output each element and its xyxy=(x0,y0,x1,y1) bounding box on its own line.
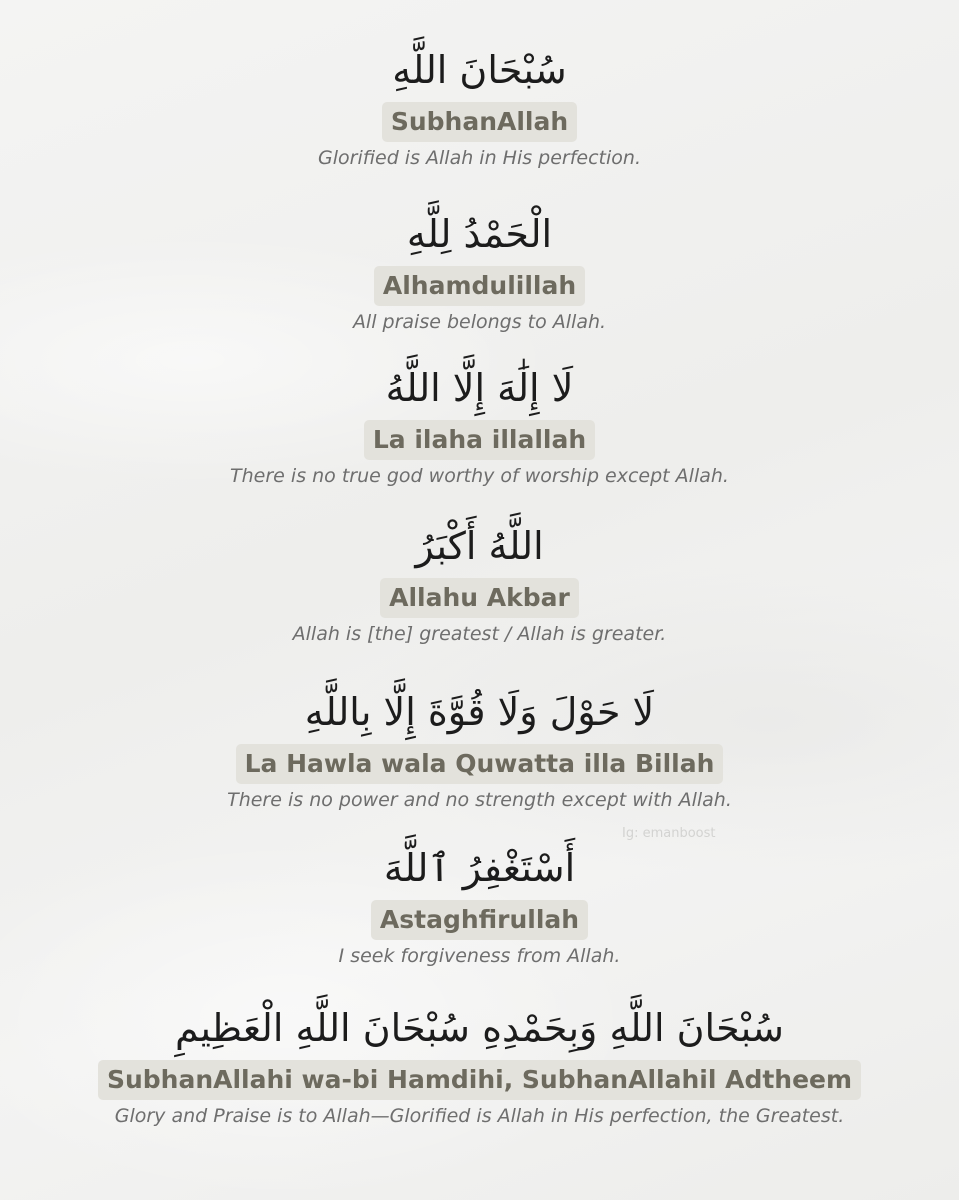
arabic-text: لَا حَوْلَ وَلَا قُوَّةَ إِلَّا بِاللَّهِ xyxy=(304,690,655,734)
meaning-text: There is no true god worthy of worship except Allah. xyxy=(230,465,729,487)
transliteration-label: SubhanAllahi wa-bi Hamdihi, SubhanAllahil Adtheem xyxy=(98,1060,861,1100)
transliteration-label: La ilaha illallah xyxy=(364,420,595,460)
arabic-text: اللَّهُ أَكْبَرُ xyxy=(415,524,544,568)
entry-subhanallahi-wabihamdihi xyxy=(0,1000,959,1130)
meaning-text: Allah is [the] greatest / Allah is greater. xyxy=(292,623,667,645)
transliteration-label: Astaghfirullah xyxy=(371,900,588,940)
meaning-text: There is no power and no strength except with Allah. xyxy=(227,789,732,811)
meaning-text: Glorified is Allah in His perfection. xyxy=(318,147,641,169)
entry-alhamdulillah xyxy=(0,206,959,336)
entry-allahu-akbar xyxy=(0,518,959,648)
arabic-text: لَا إِلَٰهَ إِلَّا اللَّهُ xyxy=(385,366,574,410)
meaning-text: All praise belongs to Allah. xyxy=(352,311,607,333)
watermark: Ig: emanboost xyxy=(622,826,716,841)
transliteration-label: Alhamdulillah xyxy=(374,266,585,306)
meaning-text: I seek forgiveness from Allah. xyxy=(338,945,621,967)
arabic-text: أَسْتَغْفِرُ ٱللَّهَ xyxy=(383,846,576,890)
transliteration-label: SubhanAllah xyxy=(382,102,577,142)
transliteration-label: Allahu Akbar xyxy=(380,578,579,618)
entry-subhanallah xyxy=(0,42,959,172)
entry-astaghfirullah xyxy=(0,840,959,970)
entry-la-ilaha-illallah xyxy=(0,360,959,490)
arabic-text: الْحَمْدُ لِلَّهِ xyxy=(406,212,553,256)
meaning-text: Glory and Praise is to Allah—Glorified is Allah in His perfection, the Greatest. xyxy=(114,1105,845,1127)
arabic-text: سُبْحَانَ اللَّهِ وَبِحَمْدِهِ سُبْحَانَ اللَّهِ الْعَظِيمِ xyxy=(175,1006,784,1050)
arabic-text: سُبْحَانَ اللَّهِ xyxy=(392,48,567,92)
entry-la-hawla xyxy=(0,684,959,814)
transliteration-label: La Hawla wala Quwatta illa Billah xyxy=(236,744,724,784)
